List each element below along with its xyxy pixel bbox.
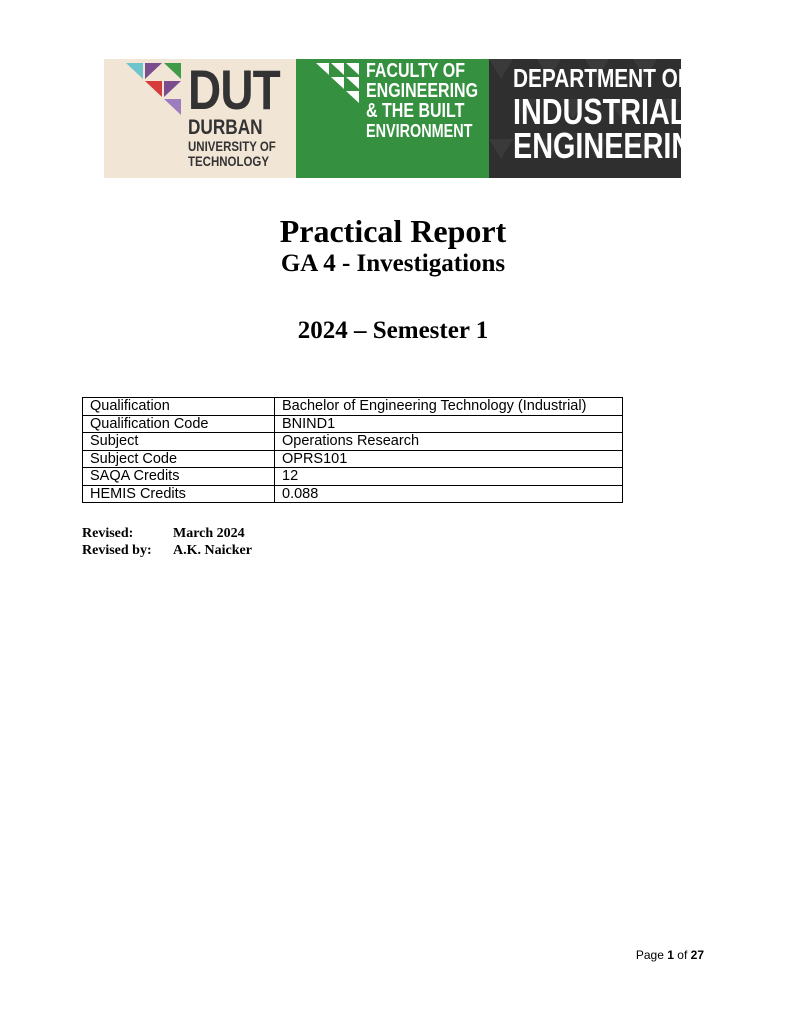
dut-logo-text: DUT	[188, 58, 280, 121]
detail-label: Subject	[83, 433, 275, 451]
department-panel	[489, 59, 715, 178]
header-banner	[104, 58, 715, 178]
detail-value: 12	[275, 468, 623, 486]
dut-triangles-icon	[126, 63, 184, 115]
revised-by-label: Revised by:	[82, 543, 152, 558]
faculty-line3: & THE BUILT	[366, 100, 465, 122]
detail-label: SAQA Credits	[83, 468, 275, 486]
department-text	[513, 61, 715, 166]
detail-label: Qualification	[83, 398, 275, 416]
revised-label: Revised:	[82, 526, 134, 541]
page-of: of	[677, 948, 688, 962]
faculty-line4: ENVIRONMENT	[366, 121, 473, 141]
detail-value: OPRS101	[275, 450, 623, 468]
report-term: 2024 – Semester 1	[297, 317, 489, 344]
table-row	[83, 485, 623, 503]
faculty-line1: FACULTY OF	[366, 60, 465, 82]
detail-label: HEMIS Credits	[83, 485, 275, 503]
faculty-triangles-icon	[316, 63, 360, 103]
department-line2: INDUSTRIAL	[513, 91, 688, 132]
department-line1: DEPARTMENT OF	[513, 63, 691, 93]
page-current: 1	[667, 948, 674, 962]
department-line3: ENGINEERING	[513, 125, 715, 166]
dut-name-line2: UNIVERSITY OF	[188, 138, 276, 154]
revised-value: March 2024	[173, 526, 245, 541]
detail-label: Qualification Code	[83, 415, 275, 433]
faculty-line2: ENGINEERING	[366, 80, 479, 102]
detail-value: Operations Research	[275, 433, 623, 451]
page-word: Page	[635, 948, 664, 962]
dut-name-lines	[188, 139, 276, 169]
table-row	[83, 450, 623, 468]
dut-name-line1: DURBAN	[188, 116, 263, 139]
table-row	[83, 468, 623, 486]
page-total: 27	[690, 948, 704, 962]
course-details-table	[82, 397, 623, 503]
table-row	[83, 415, 623, 433]
detail-value: BNIND1	[275, 415, 623, 433]
detail-value: 0.088	[275, 485, 623, 503]
table-row	[83, 433, 623, 451]
faculty-text	[366, 61, 478, 141]
detail-label: Subject Code	[83, 450, 275, 468]
report-subtitle: GA 4 - Investigations	[280, 250, 506, 277]
report-title: Practical Report	[279, 213, 507, 249]
dut-logo-panel	[104, 59, 296, 178]
faculty-panel	[296, 59, 489, 178]
dut-name-line3: TECHNOLOGY	[188, 153, 270, 169]
page-number	[636, 948, 704, 962]
revised-row	[82, 526, 245, 542]
table-row	[83, 398, 623, 416]
revised-by-row	[82, 543, 252, 559]
detail-value: Bachelor of Engineering Technology (Industrial)	[275, 398, 623, 416]
revised-by-value: A.K. Naicker	[173, 543, 252, 558]
